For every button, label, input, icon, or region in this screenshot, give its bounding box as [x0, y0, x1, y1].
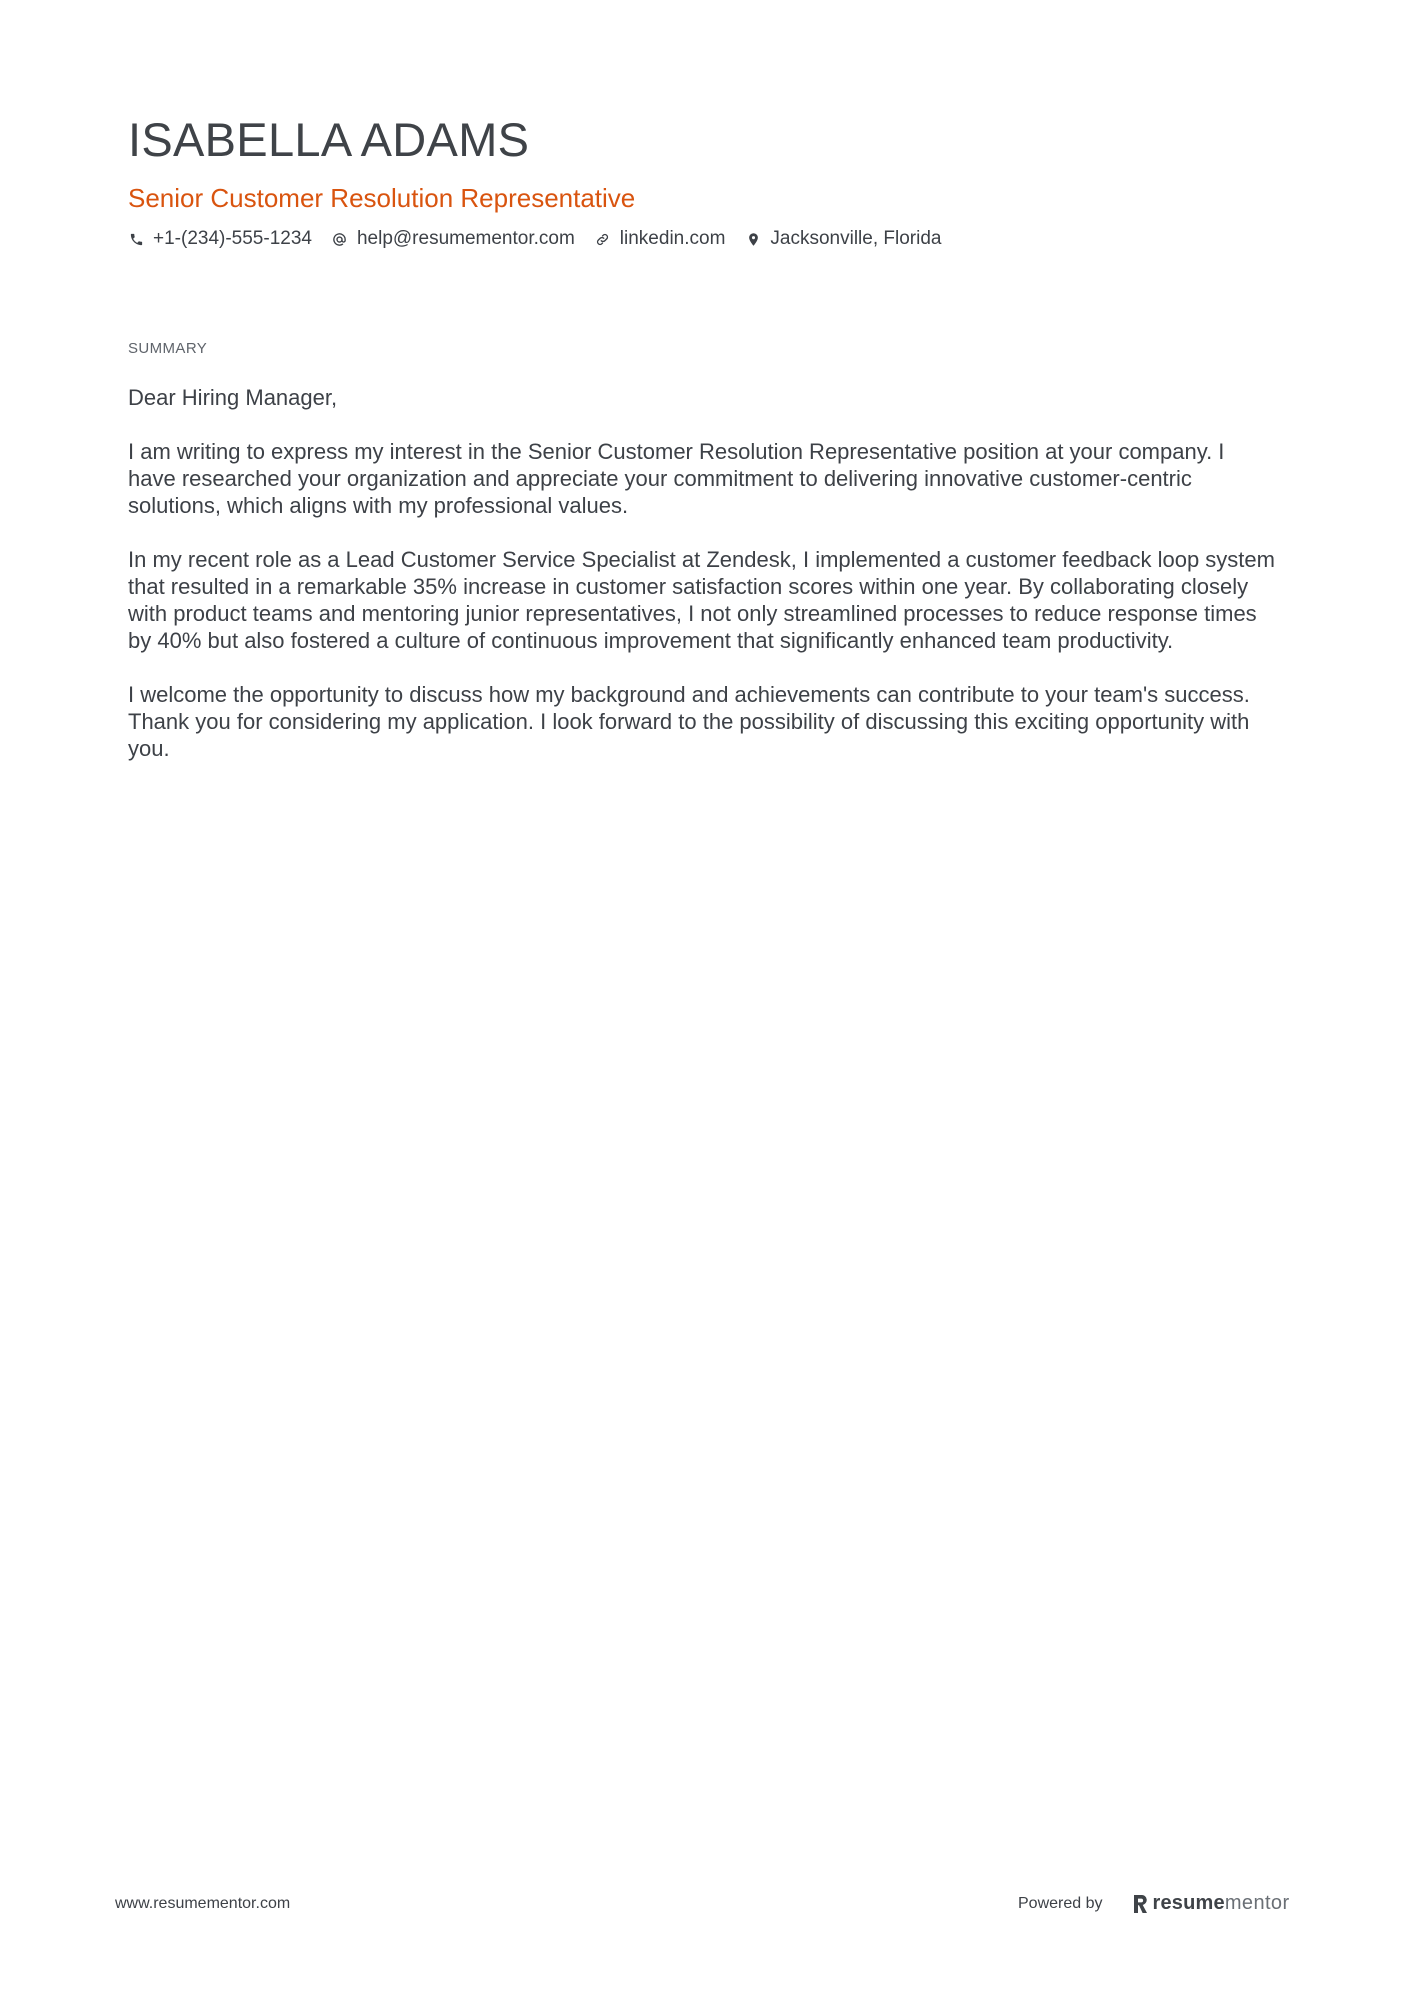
logo-text-resume: resume [1152, 1892, 1225, 1914]
phone-icon [128, 231, 144, 247]
powered-by [1018, 1892, 1290, 1915]
website-link[interactable]: linkedin.com [619, 228, 726, 249]
powered-by-label: Powered by [1018, 1894, 1103, 1912]
contact-location [745, 228, 941, 250]
job-title: Senior Customer Resolution Representative [128, 183, 636, 213]
phone-number: +1-(234)-555-1234 [153, 228, 312, 249]
paragraph-experience: In my recent role as a Lead Customer Service Specialist at Zendesk, I implemented a customer feedback loop system that resulted in a remarkable 35% increase in customer satisfaction scores within one year. By collaborating closely with product teams and mentoring junior representatives, I not only streamlined processes to reduce response times by 40% but also fostered a culture of continuous improvement that significantly enhanced team productivity. [128, 547, 1275, 653]
link-icon [595, 231, 611, 247]
resumementor-logo[interactable] [1133, 1892, 1290, 1915]
logo-text-mentor: mentor [1224, 1892, 1290, 1914]
paragraph-intro: I am writing to express my interest in the Senior Customer Resolution Representative position at your company. I have researched your organization and appreciate your commitment to delivering innovative customer-centric solutions, which aligns with my professional values. [128, 439, 1225, 518]
resumementor-logo-icon [1133, 1894, 1148, 1914]
summary-heading: SUMMARY [128, 340, 208, 357]
contact-website[interactable] [595, 228, 726, 250]
contact-email[interactable] [332, 228, 575, 250]
email-address[interactable]: help@resumementor.com [356, 228, 575, 249]
salutation: Dear Hiring Manager, [128, 385, 338, 410]
contact-phone [128, 228, 312, 250]
letter-body [128, 384, 1278, 789]
location-pin-icon [745, 231, 761, 247]
location-text: Jacksonville, Florida [770, 228, 942, 249]
candidate-name: ISABELLA ADAMS [128, 113, 530, 166]
paragraph-closing: I welcome the opportunity to discuss how my background and achievements can contribute to your team's success. Thank you for considering my application. I look forward to the possibility of discussing this exciting opportunity with you. [128, 682, 1250, 761]
contact-bar [128, 228, 961, 250]
at-icon [332, 231, 348, 247]
footer-website[interactable]: www.resumementor.com [115, 1895, 291, 1912]
